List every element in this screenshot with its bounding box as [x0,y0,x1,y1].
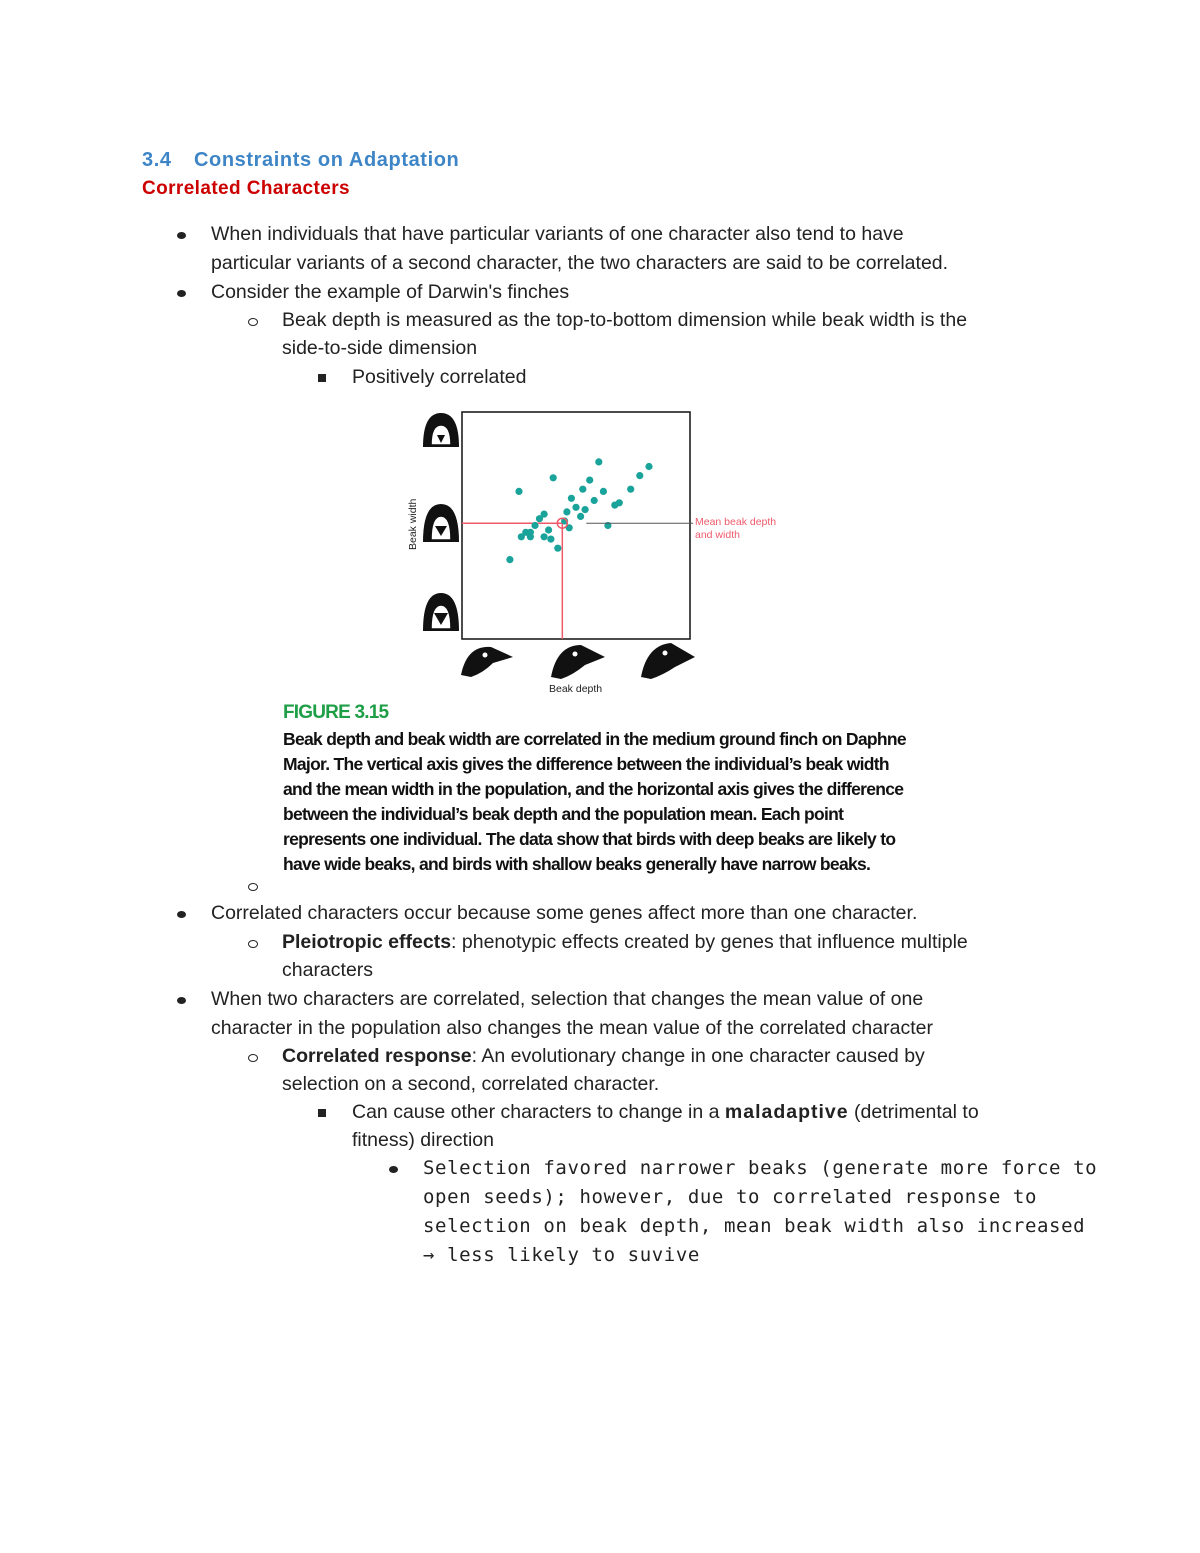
y-axis-label: Beak width [407,498,419,550]
section-title: Constraints on Adaptation [194,149,460,171]
bullet-3-sub-line-1 [282,928,968,957]
scatter-point-4 [545,526,552,533]
pleiotropic-effects-term: Pleiotropic effects [282,931,452,953]
finch-side-deep-icon [641,643,695,679]
bullet-4-level4-line-3: selection on beak depth, mean beak width also increased [423,1215,1086,1237]
scatter-point-9 [591,497,598,504]
figure-caption-line-3: and the mean width in the population, and the horizontal axis gives the difference [283,779,904,799]
scatter-point-21 [536,515,543,522]
maladaptive-pre: Can cause other characters to change in a [352,1101,725,1123]
bullet-2-sub-line-1: Beak depth is measured as the top-to-bottom dimension while beak width is the [282,309,968,331]
maladaptive-post: (detrimental to [848,1101,979,1123]
scatter-point-25 [586,477,593,484]
finch-front-medium-icon [423,504,459,542]
annotation-line-2: and width [695,529,740,541]
bullet-2-sub-line-2: side-to-side dimension [282,337,478,359]
scatter-point-11 [600,488,607,495]
scatter-point-31 [541,533,548,540]
scatter-point-8 [531,522,538,529]
scatter-point-26 [550,474,557,481]
scatter-points [506,458,652,563]
bullet-3-sub-line-2: characters [282,959,374,981]
bullet-disc-icon [177,232,186,239]
bullet-disc-icon [177,911,186,918]
bullet-circle-icon [248,883,258,891]
scatter-point-7 [572,504,579,511]
subheading: Correlated Characters [142,178,350,199]
bullet-4-subsub-line-2: fitness) direction [352,1129,494,1151]
bullet-4-level4-line-1: Selection favored narrower beaks (generate more force to [423,1157,1098,1179]
bullet-4-level4-line-2: open seeds); however, due to correlated response to [423,1186,1037,1208]
bullet-circle-icon [248,1054,258,1062]
maladaptive-term: maladaptive [724,1101,849,1123]
scatter-point-32 [518,533,525,540]
scatter-point-20 [554,545,561,552]
scatter-point-12 [627,486,634,493]
scatter-point-14 [616,499,623,506]
bullet-disc-icon [389,1166,398,1173]
bullet-4-subsub-line-1 [352,1098,979,1127]
bullet-4-line-1: When two characters are correlated, selection that changes the mean value of one [211,988,924,1010]
figure-caption-line-1: Beak depth and beak width are correlated in the medium ground finch on Daphne [283,729,906,749]
annotation-line-1: Mean beak depth [695,516,777,528]
figure-caption-line-4: between the individual’s beak depth and the population mean. Each point [283,804,844,824]
scatter-point-29 [579,486,586,493]
scatter-point-24 [582,506,589,513]
x-axis-label: Beak depth [549,683,603,695]
bullet-1-line-2: particular variants of a second character, the two characters are said to be correlated. [211,252,949,274]
section-heading [142,149,459,172]
plot-frame [462,412,690,639]
scatter-point-1 [506,556,513,563]
pleiotropic-effects-definition: : phenotypic effects created by genes that influence multiple [451,931,968,953]
finch-front-narrow-icon [423,413,459,447]
finch-side-shallow-icon [461,647,513,677]
bullet-2-subsub-text: Positively correlated [352,366,527,388]
scatter-point-16 [645,463,652,470]
scatter-point-19 [547,536,554,543]
bullet-4-sub-line-2: selection on a second, correlated character. [282,1073,660,1095]
bullet-3-text: Correlated characters occur because some genes affect more than one character. [211,902,918,924]
bullet-circle-icon [248,940,258,948]
scatter-point-15 [636,472,643,479]
scatter-point-22 [527,533,534,540]
scatter-point-6 [563,508,570,515]
bullet-4-level4-line-4: → less likely to suvive [423,1244,700,1266]
bullet-disc-icon [177,290,186,297]
finch-beak-scatter-figure [395,405,795,705]
scatter-point-28 [595,458,602,465]
scatter-point-10 [577,513,584,520]
correlated-response-definition: : An evolutionary change in one character caused by [471,1045,925,1067]
bullet-circle-icon [248,318,258,326]
correlated-response-term: Correlated response [282,1045,472,1067]
bullet-4-line-2: character in the population also changes the mean value of the correlated character [211,1017,933,1039]
bullet-disc-icon [177,997,186,1004]
finch-side-medium-icon [551,645,605,679]
figure-title: FIGURE 3.15 [283,702,389,723]
scatter-point-27 [568,495,575,502]
figure-caption-line-6: have wide beaks, and birds with shallow beaks generally have narrow beaks. [283,854,871,874]
scatter-point-17 [515,488,522,495]
figure-caption-line-2: Major. The vertical axis gives the difference between the individual’s beak width [283,754,889,774]
figure-caption-line-5: represents one individual. The data show that birds with deep beaks are likely to [283,829,896,849]
section-number: 3.4 [142,149,172,171]
finch-front-wide-icon [423,593,459,631]
bullet-2-text: Consider the example of Darwin's finches [211,281,570,303]
bullet-4-sub-line-1 [282,1042,925,1071]
bullet-square-icon [318,374,326,382]
bullet-1-line-1: When individuals that have particular variants of one character also tend to have [211,223,904,245]
bullet-square-icon [318,1109,326,1117]
